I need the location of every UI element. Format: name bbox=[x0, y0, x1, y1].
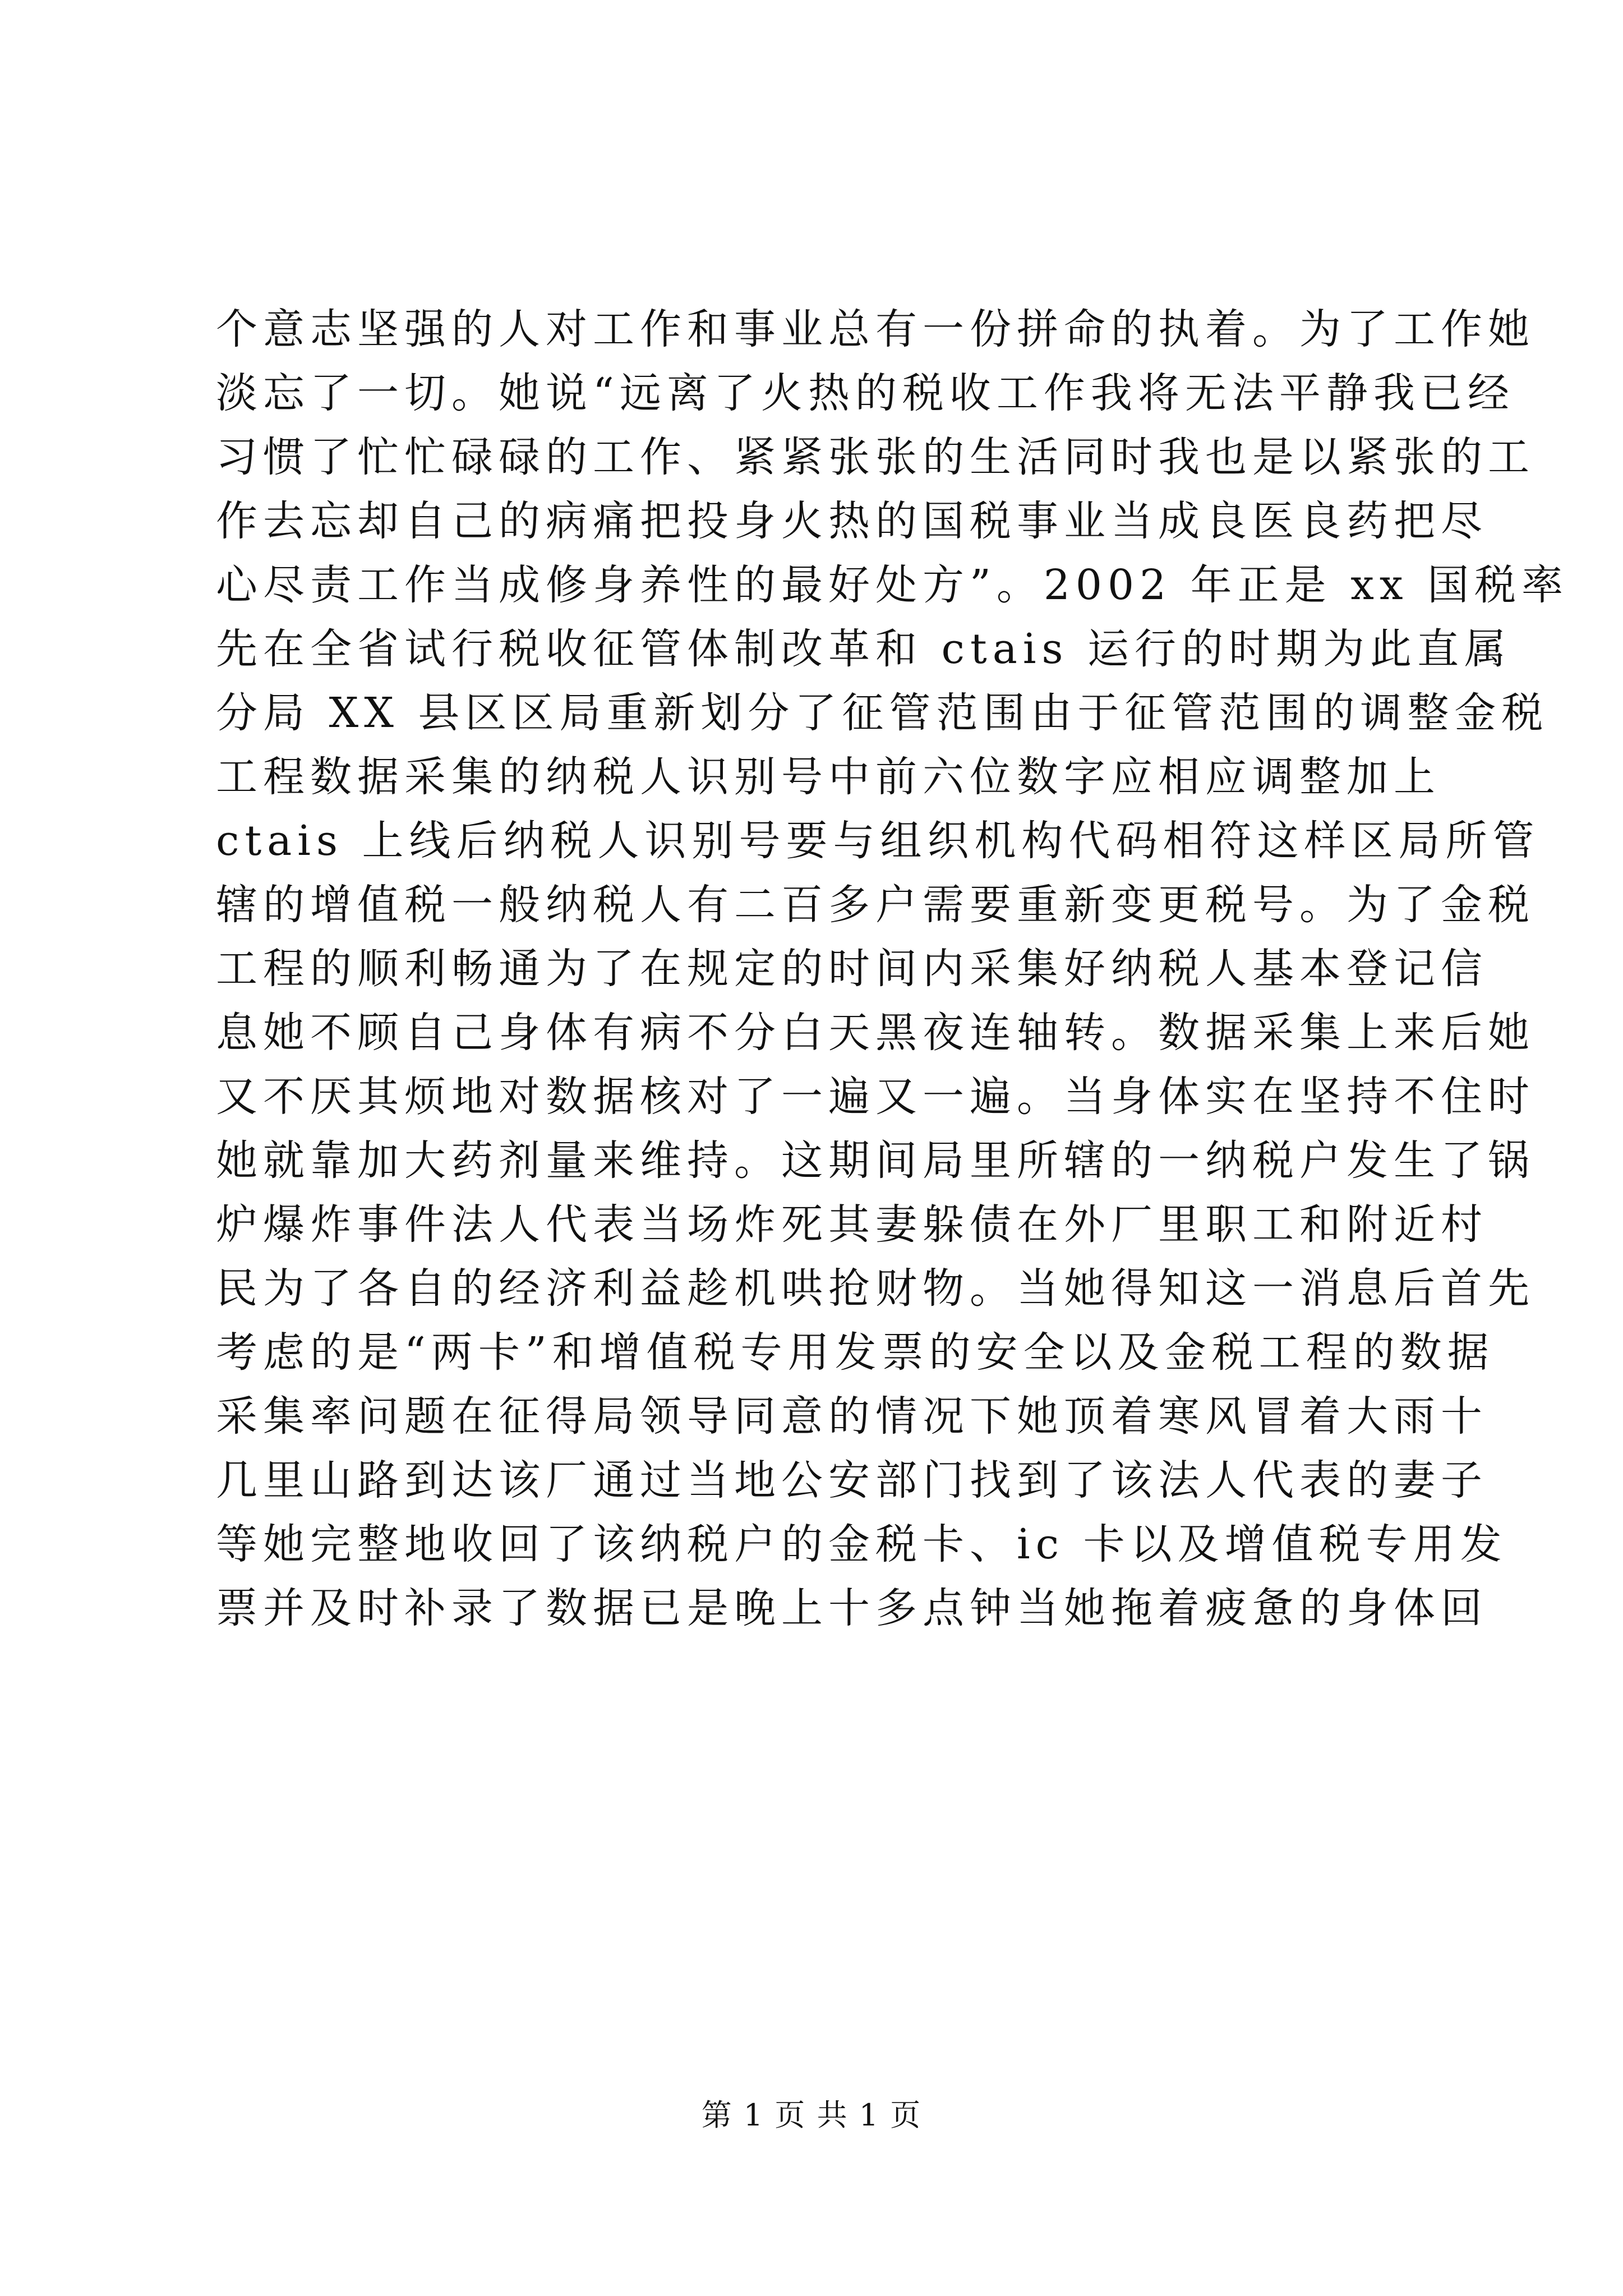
text-line: 作去忘却自己的病痛把投身火热的国税事业当成良医良药把尽 bbox=[216, 497, 1488, 545]
text-line: 等她完整地收回了该纳税户的金税卡、ic 卡以及增值税专用发 bbox=[216, 1520, 1507, 1568]
text-line: 票并及时补录了数据已是晚上十多点钟当她拖着疲惫的身体回 bbox=[216, 1584, 1488, 1632]
text-line: 她就靠加大药剂量来维持。这期间局里所辖的一纳税户发生了锅 bbox=[216, 1137, 1535, 1185]
text-line: 又不厌其烦地对数据核对了一遍又一遍。当身体实在坚持不住时 bbox=[216, 1073, 1535, 1121]
text-line: 辖的增值税一般纳税人有二百多户需要重新变更税号。为了金税 bbox=[216, 881, 1535, 929]
text-line: 心尽责工作当成修身养性的最好处方”。2002 年正是 xx 国税率 bbox=[216, 561, 1569, 609]
text-line: 工程数据采集的纳税人识别号中前六位数字应相应调整加上 bbox=[216, 753, 1441, 801]
text-line: 息她不顾自己身体有病不分白天黑夜连轴转。数据采集上来后她 bbox=[216, 1009, 1535, 1057]
text-line: 分局 XX 县区区局重新划分了征管范围由于征管范围的调整金税 bbox=[216, 689, 1549, 737]
text-line: 采集率问题在征得局领导同意的情况下她顶着寒风冒着大雨十 bbox=[216, 1392, 1488, 1441]
text-line: 民为了各自的经济利益趁机哄抢财物。当她得知这一消息后首先 bbox=[216, 1264, 1535, 1313]
text-line: 淡忘了一切。她说“远离了火热的税收工作我将无法平静我已经 bbox=[216, 369, 1515, 417]
text-line: 炉爆炸事件法人代表当场炸死其妻躲债在外厂里职工和附近村 bbox=[216, 1200, 1488, 1249]
body-text bbox=[216, 297, 1569, 1640]
text-line: 几里山路到达该厂通过当地公安部门找到了该法人代表的妻子 bbox=[216, 1456, 1488, 1504]
page-footer: 第 1 页 共 1 页 bbox=[701, 2097, 922, 2133]
text-line: ctais 上线后纳税人识别号要与组织机构代码相符这样区局所管 bbox=[216, 817, 1540, 865]
text-line: 个意志坚强的人对工作和事业总有一份拼命的执着。为了工作她 bbox=[216, 305, 1535, 353]
text-line: 考虑的是“两卡”和增值税专用发票的安全以及金税工程的数据 bbox=[216, 1328, 1495, 1377]
text-line: 工程的顺利畅通为了在规定的时间内采集好纳税人基本登记信 bbox=[216, 945, 1488, 993]
text-line: 先在全省试行税收征管体制改革和 ctais 运行的时期为此直属 bbox=[216, 625, 1511, 673]
text-line: 习惯了忙忙碌碌的工作、紧紧张张的生活同时我也是以紧张的工 bbox=[216, 433, 1535, 481]
